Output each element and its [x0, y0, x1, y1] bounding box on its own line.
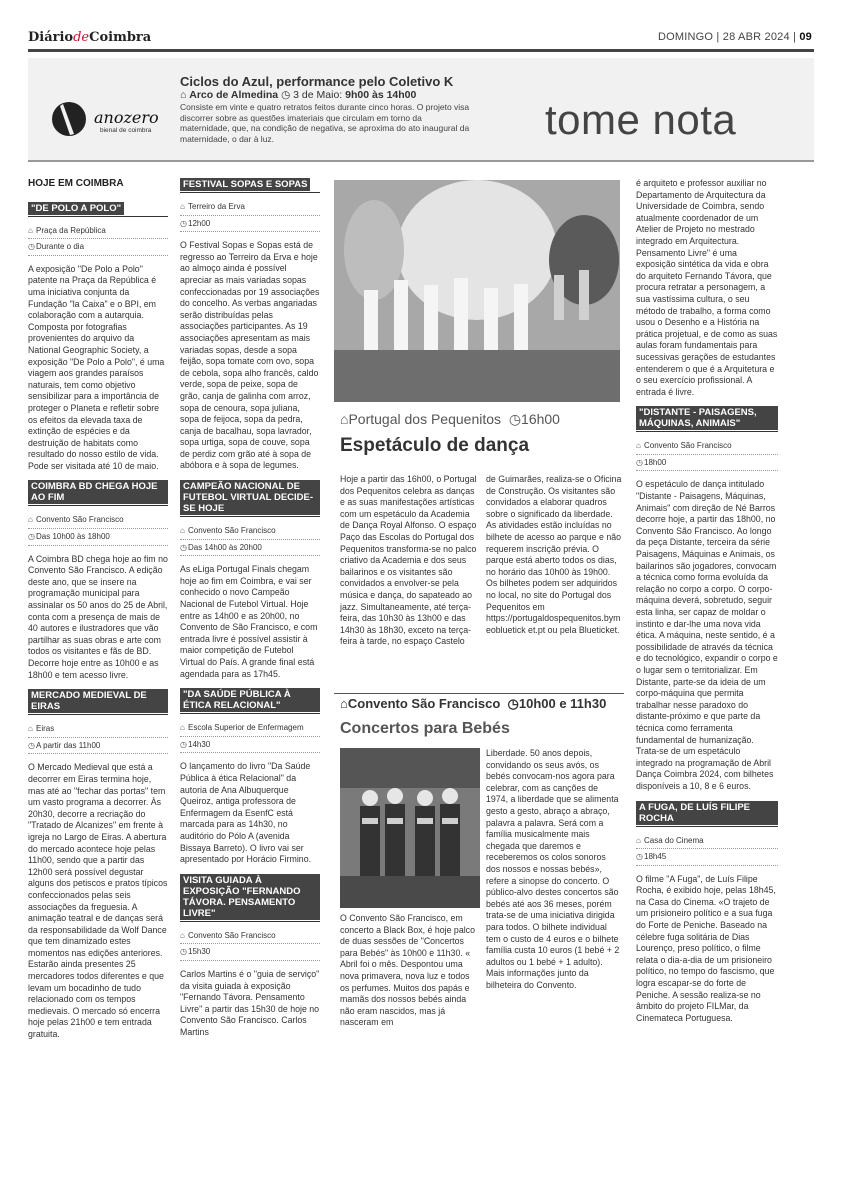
event-item: [180, 874, 320, 1039]
event-time-text: 14h30: [188, 739, 211, 749]
event-time-text: 15h30: [188, 947, 211, 957]
banner-meta: [180, 89, 416, 101]
event-body: O filme "A Fuga", de Luís Filipe Rocha, é exibido hoje, pelas 18h45, na Casa do Cinema. «O trajeto de um prisioneiro político e a sua fuga do Forte de Peniche. Baseado na célebre fuga solitária de Dias Lourenço, preso político, o filme relata o dia-a-dia de um prisioneiro político, no tempo do fascismo, que logra escapar-se do forte de Peniche. A sessão realiza-se no âmbito do projeto FILMar, da Cinemateca Portuguesa.: [636, 873, 776, 1023]
house-icon: ⌂: [180, 202, 185, 211]
house-icon: ⌂: [28, 724, 33, 734]
event-place-text: Eiras: [36, 724, 55, 734]
dance-photo-image: [334, 180, 620, 402]
event-time-text: Durante o dia: [36, 242, 85, 252]
clock-icon: ◷: [636, 457, 643, 467]
event-place: [28, 512, 168, 529]
clock-icon: ◷: [180, 739, 187, 749]
event-body: A exposição "De Polo a Polo" patente na Praça da República é uma iniciativa conjunta da Fundação "la Caixa" e o BPI, em colaboração com a autarquia. Composta por fotografias provenientes do arquivo da National Geographic Society, a exposição "De Polo a Polo", é uma viagem aos grandes paraísos naturais, tem como objetivo sensibilizar para a importância de proteger o Planeta e refletir sobre os efeitos da elevada taxa de extinção de espécies e da destruição de habitats como resultado do nosso estilo de vida. Pode ser visitada até 10 de maio.: [28, 263, 165, 471]
column-4: [636, 178, 778, 1030]
banner-time: 9h00 às 14h00: [345, 89, 417, 101]
anozero-logo-subtitle: bienal de coimbra: [100, 127, 152, 134]
event-time-text: 18h00: [644, 457, 667, 467]
section-title: tome nota: [545, 96, 737, 143]
clock-icon: ◷: [180, 542, 187, 552]
event-tag: "DE POLO A POLO": [28, 202, 124, 215]
event-place: [180, 720, 320, 737]
feature-2-place: Convento São Francisco: [347, 696, 501, 711]
banner-venue: Arco de Almedina: [189, 89, 279, 101]
event-time: [28, 738, 168, 755]
event-item: [28, 689, 168, 1040]
event-time-text: Das 14h00 às 20h00: [188, 542, 262, 552]
column-heading: HOJE EM COIMBRA: [28, 178, 124, 189]
event-tag: COIMBRA BD CHEGA HOJE AO FIM: [28, 480, 168, 504]
clock-icon: ◷: [28, 242, 35, 252]
event-time-text: A partir das 11h00: [36, 740, 101, 750]
issue-date: [658, 31, 812, 43]
event-place-text: Convento São Francisco: [644, 441, 732, 451]
event-place-text: Praça da República: [36, 225, 106, 235]
house-icon: ⌂: [340, 696, 348, 711]
clock-icon: ◷: [180, 218, 187, 228]
event-time: [636, 455, 778, 472]
banner-rule: [28, 160, 814, 162]
event-place-text: Convento São Francisco: [188, 526, 276, 536]
date-text: DOMINGO | 28 ABR 2024 |: [658, 31, 797, 43]
event-item: [636, 801, 778, 1025]
banner-description: Consiste em vinte e quatro retratos feitos durante cinco horas. O projeto visa discorrer sobre as questões imateriais que circulam em torno da maternidade, que, na condição de negativa, se aproxima do ato inaugural da maternidade, o dar à luz.: [180, 102, 470, 144]
clock-icon: ◷: [508, 411, 522, 427]
event-item: [28, 202, 168, 473]
event-body: As eLiga Portugal Finals chegam hoje ao fim em Coimbra, e vai ser conhecido o novo Campeão Nacional de Futebol Virtual. Hoje entre as 14h00 e as 20h00, no Convento de São Francisco, e com entrada livre é possível assistir à maior competição de Futebol Virtual do País. A grande final está agendada para as 17h45.: [180, 564, 318, 679]
event-place: [180, 928, 320, 945]
event-place: [180, 199, 320, 216]
feature-2-column-b: [486, 748, 622, 997]
event-tag: "DA SAÚDE PÚBLICA À ÉTICA RELACIONAL": [180, 688, 320, 712]
feature-1-meta: [340, 411, 560, 428]
event-place: [28, 223, 168, 240]
event-item: [180, 178, 320, 472]
clock-icon: ◷: [507, 696, 519, 711]
house-icon: ⌂: [28, 515, 33, 525]
logo-part-2: de: [73, 30, 90, 45]
house-icon: ⌂: [180, 89, 187, 101]
event-tag: FESTIVAL SOPAS E SOPAS: [180, 178, 310, 191]
logo-part-3: Coimbra: [89, 30, 152, 45]
continued-body: é arquiteto e professor auxiliar no Departamento de Arquitectura da Universidade de Coimbra, sendo atualmente coordenador de um Atelier de Projeto no mestrado integrado em Arquitectura. Pensamento Livre" é uma exposição sintética da vida e obra do arquiteto Fernando Távora, que procura retratar a personagem, a sua vastíssima cultura, o seu método de trabalho, a forma como usou o Desenho e a História na prática projetual, e de como as suas aulas foram fundamentais para sucessivas gerações de estudantes entenderem o que é a Arquitetura e o seu exercício profissional. A entrada é livre.: [636, 178, 778, 397]
clock-icon: ◷: [636, 852, 643, 862]
house-icon: ⌂: [180, 930, 185, 940]
clock-icon: ◷: [28, 740, 35, 750]
logo-part-1: Diário: [28, 30, 74, 45]
house-icon: ⌂: [636, 441, 641, 451]
event-tag: CAMPEÃO NACIONAL DE FUTEBOL VIRTUAL DECIDE-SE HOJE: [180, 480, 320, 515]
event-body: O lançamento do livro "Da Saúde Pública à ética Relacional" da autoria de Ana Albuquerque Queiroz, antiga professora de Enfermagem da EsenfC está marcada para as 14h30, no auditório do Pólo A (avenida Bissaya Barreto). O livro vai ser apresentado por Horácio Firmino.: [180, 761, 312, 865]
event-time-text: 12h00: [188, 218, 211, 228]
feature-1-place: Portugal dos Pequenitos: [348, 411, 502, 427]
event-body: A Coimbra BD chega hoje ao fim no Convento São Francisco. A edição deste ano, que se insere na programação municipal para assinalar os 50 anos do 25 de Abril, conta com a presença de mais de 40 autores e ilustradores que vão partilhar as suas obras e arte com todos os visitantes e fãs de BD. Decorre hoje entre as 10h00 e as 18h00 e tem acesso livre.: [28, 553, 168, 680]
feature-1-title: Espetáculo de dança: [340, 435, 530, 456]
feature-2-title: Concertos para Bebés: [340, 720, 510, 737]
event-time: [180, 216, 320, 233]
event-place-text: Convento São Francisco: [188, 930, 276, 940]
event-place: [28, 721, 168, 738]
column-2: [180, 178, 320, 1044]
clock-icon: ◷: [28, 532, 35, 542]
clock-icon: ◷: [281, 89, 291, 101]
feature-2-body-b: Liberdade. 50 anos depois, convidando os seus avós, os bebés convocam-nos agora para celebrar, com as canções de 1974, a liberdade que se alimenta gesto a gesto, abraço a abraço, palavra a palavra. Será com a família musicalmente mais chegada que daremos e receberemos os colos sonoros dos nossos e nossas bebés», refere a sinopse do concerto. O público-alvo destes concertos são bebés até aos 36 meses, porém trata-se de uma iniciativa dirigida para todos. O bilhete individual tem o custo de 4 euros e o bilhete família custa 10 euros (1 bebé + 2 adultos ou 1 bebé + 1 adulto). Mais informações junto da bilheteira do Convento.: [486, 748, 620, 990]
banner-title: Ciclos do Azul, performance pelo Coletivo K: [180, 74, 454, 89]
event-tag: MERCADO MEDIEVAL DE EIRAS: [28, 689, 168, 713]
banner-when: 3 de Maio:: [293, 89, 343, 101]
clock-icon: ◷: [180, 947, 187, 957]
event-time: [28, 529, 168, 546]
feature-2-time: 10h00 e 11h30: [518, 696, 607, 711]
event-place: [180, 523, 320, 540]
feature-1-column-b: [486, 474, 622, 642]
house-icon: ⌂: [636, 835, 641, 845]
feature-2-body-a: O Convento São Francisco, em concerto a Black Box, é hoje palco de duas sessões de "Concertos para Bebés" às 10h00 e 11h30. « Abril foi o mês. Despontou uma nova primavera, nova luz e todos os perfumes. Muitos dos papás e mamãs dos nossos bebés ainda não eram nascidos, mas já nasceram em: [340, 913, 475, 1028]
event-tag: "DISTANTE - PAISAGENS, MÁQUINAS, ANIMAIS": [636, 406, 778, 430]
feature-1-time: 16h00: [521, 411, 560, 427]
house-icon: ⌂: [28, 225, 33, 235]
event-body: O espetáculo de dança intitulado "Distante - Paisagens, Máquinas, Animais" com direção de Né Barros decorre hoje, a partir das 18h00, no Convento São Francisco. Ao longo da peça Distante, terceira da série Paisagens, Máquinas e Animais, os bailarinos são jogadores, convocam a técnica como forma evoluída da relação no corpo a corpo. O corpo-máquina deverá, sobretudo, seguir esta linha, ser capaz de moldar o instinto e dar-lhe uma nova vida ética. A máquina, neste sentido, é a possibilidade de através da técnica e do tecnológico, expandir o corpo e o lugar sem o territorializar. Em Distante, parte-se da ideia de um corpo-máquina que permita trabalhar nesse paradoxo do distante-próximo e que parte da técnica como ferramenta fundamental de humanização. Trata-se de um espetáculo integrado na programação de Abril Dança Coimbra 2024, com bilhetes disponíveis a 10, 8 e 6 euros.: [636, 479, 778, 791]
top-rule: [28, 49, 814, 52]
house-icon: ⌂: [180, 723, 185, 733]
event-place-text: Convento São Francisco: [36, 515, 124, 525]
event-body: O Festival Sopas e Sopas está de regresso ao Terreiro da Erva e hoje ao almoço ainda é possível apreciar as mais variadas sopas confeccionadas por 19 associações do concelho. As verbas angariadas serão distribuídas pelas associações participantes. As 19 associações apresentam as mais variadas sopas, desde a sopa feijão, sopa tomate com ovo, sopa de cebola, sopa alho francês, caldo verde, sopa de peixe, sopa de grão, canja de galinha com arroz, sopa de cenoura, sopa juliana, sopa de feijoca, sopa da pedra, canja de bacalhau, sopa lavrador, sopa urtiga, sopa de couve, sopa de perdiz com grão até à sopa de abóbora e à sopa de legumes.: [180, 240, 320, 471]
house-icon: ⌂: [340, 411, 349, 427]
event-time: [180, 944, 320, 961]
dance-photo: [334, 180, 620, 402]
newspaper-logo: [28, 30, 151, 45]
event-time: [636, 849, 778, 866]
anozero-logo-icon: [50, 100, 88, 138]
feature-2-rule: [334, 693, 624, 694]
event-item: [180, 688, 320, 866]
house-icon: ⌂: [180, 526, 185, 536]
feature-2-meta: [340, 696, 606, 712]
event-tag: A FUGA, DE LUÍS FILIPE ROCHA: [636, 801, 778, 825]
event-body: O Mercado Medieval que está a decorrer em Eiras termina hoje, mas até ao "fechar das portas" tem um vasto programa a decorrer. Às 20h30, decorre a recriação do "Tratado de Alcanizes" em frente à igreja no Largo de Eiras. A abertura do mercado acontece hoje pelas 11h00, sendo que a partir das 12h00 será possível degustar alguns dos petiscos e pratos típicos confeccionados pelas seis associações da freguesia. A animação teatral e de danças será da responsabilidade da Wolf Dance que tem dinamizado estes momentos nas edições anteriores. Estarão ainda presentes 25 mercadores todos diferentes e que levam um bocadinho de tudo relacionado com os tempos medievais. O mercado só encerra hoje pelas 21h00 e tem entrada gratuita.: [28, 762, 168, 1040]
page-number: 09: [799, 31, 812, 43]
event-time: [180, 540, 320, 557]
event-place: [636, 438, 778, 455]
event-time: [28, 239, 168, 256]
event-place: [636, 833, 778, 850]
event-place-text: Escola Superior de Enfermagem: [188, 723, 304, 733]
event-item: [28, 480, 168, 681]
column-1: [28, 178, 168, 1047]
concert-photo-image: [340, 748, 480, 908]
event-place-text: Casa do Cinema: [644, 835, 704, 845]
event-place-text: Terreiro da Erva: [188, 202, 245, 211]
feature-2-column-a: [340, 913, 480, 1035]
event-body: Carlos Martins é o "guia de serviço" da visita guiada à exposição "Fernando Távora. Pensamento Livre" a partir das 15h30 de hoje no Convento São Francisco. Carlos Martins: [180, 968, 320, 1037]
event-item: [636, 406, 778, 792]
event-time-text: Das 10h00 às 18h00: [36, 532, 110, 542]
feature-1-body-a: Hoje a partir das 16h00, o Portugal dos Pequenitos celebra as danças e as suas manifestações artísticas com um espetáculo da Academia de Dança Royal Alfonso. O espaço Paço das Escolas do Portugal dos Pequenitos transforma-se no palco criativo da Academia e dos seus bailarinos e os visitantes são convidados a envolver-se pela música e dança, do sapateado ao jazz. Simultaneamente, até terça-feira, das 10h30 às 13h00 e das 14h30 às 18h30, exceto na terça-feira à tarde, no espaço Castelo: [340, 474, 477, 647]
event-item: [180, 480, 320, 680]
concert-photo: [340, 748, 480, 908]
feature-1-body-b: de Guimarães, realiza-se o Oficina de Construção. Os visitantes são convidados a elaborar quadros sobre o significado da liberdade. As atividades estão incluídas no bilhete de acesso ao parque e não requerem inscrição prévia. O parque está aberto todos os dias, no horário das 10h00 às 19h00. Os bilhetes podem ser adquiridos no local, no site do Portugal dos Pequenitos em https://portugaldospequenitos.bymeobluetick et.pt ou pela Blueticket.: [486, 474, 622, 635]
event-time-text: 18h45: [644, 852, 667, 862]
event-time: [180, 737, 320, 754]
feature-1-column-a: [340, 474, 480, 654]
event-tag: VISITA GUIADA À EXPOSIÇÃO "FERNANDO TÁVORA. PENSAMENTO LIVRE": [180, 874, 320, 920]
anozero-logo-text: anozero: [94, 108, 159, 127]
